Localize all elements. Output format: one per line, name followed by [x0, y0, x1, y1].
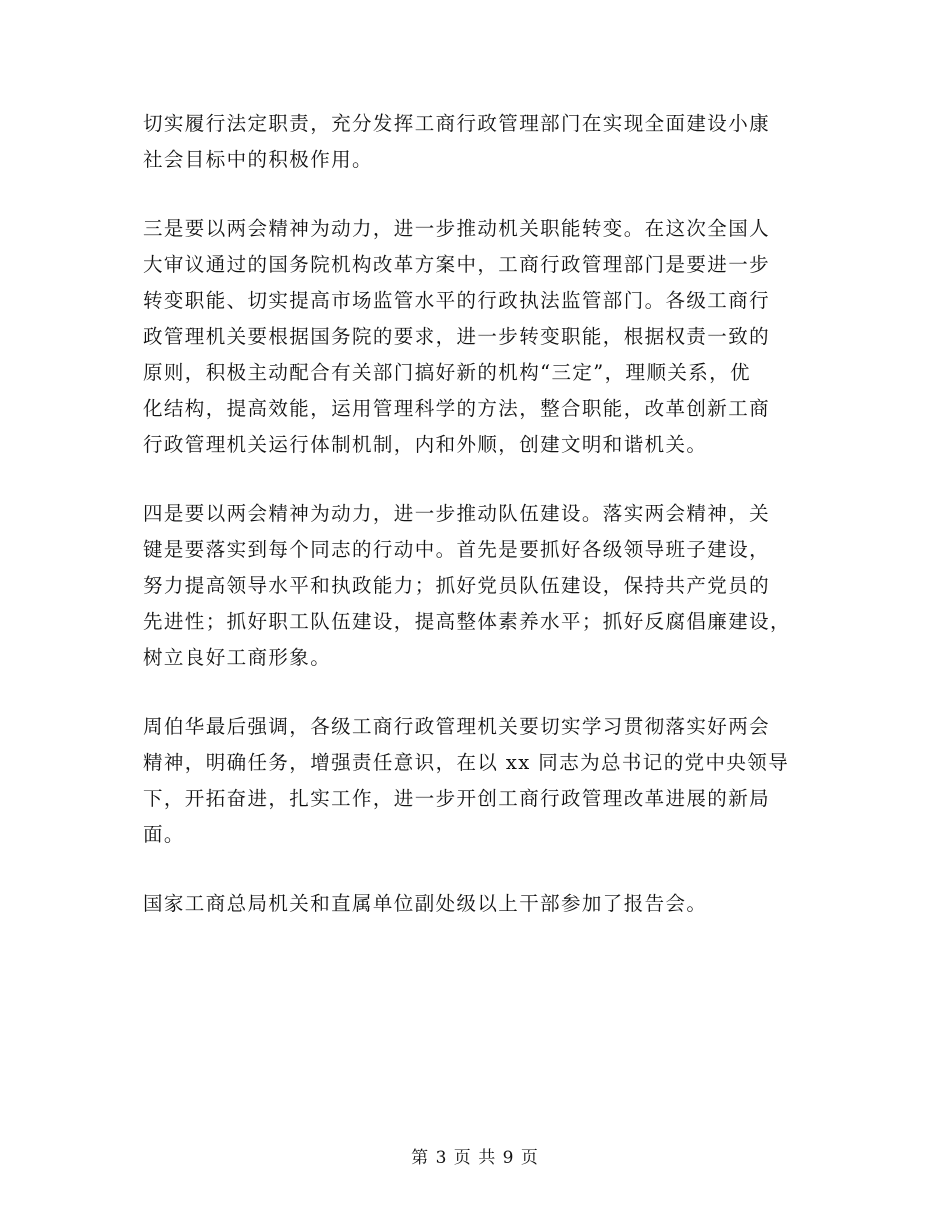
text-line: 政管理机关要根据国务院的要求，进一步转变职能，根据权责一致的 — [143, 325, 771, 348]
text-line: 努力提高领导水平和执政能力；抓好党员队伍建设，保持共产党员的 — [143, 574, 771, 597]
text-line: 原则，积极主动配合有关部门搞好新的机构“三定”，理顺关系，优 — [143, 361, 751, 384]
paragraph-4 — [143, 709, 811, 853]
text-line: 四是要以两会精神为动力，进一步推动队伍建设。落实两会精神，关 — [143, 502, 771, 525]
text-line: 面。 — [143, 823, 185, 846]
text-line: 先进性；抓好职工队伍建设，提高整体素养水平；抓好反腐倡廉建设， — [143, 610, 791, 633]
paragraph-3 — [143, 496, 811, 676]
text-line: 化结构，提高效能，运用管理科学的方法，整合职能，改革创新工商 — [143, 397, 771, 420]
text-line: 三是要以两会精神为动力，进一步推动机关职能转变。在这次全国人 — [143, 217, 771, 240]
text-line: 树立良好工商形象。 — [143, 646, 332, 669]
paragraph-2 — [143, 211, 811, 463]
text-line: 周伯华最后强调，各级工商行政管理机关要切实学习贯彻落实好两会 — [143, 715, 771, 738]
document-body — [143, 106, 811, 955]
text-line: 社会目标中的积极作用。 — [143, 148, 373, 171]
text-line: 行政管理机关运行体制机制，内和外顺，创建文明和谐机关。 — [143, 433, 708, 456]
text-line: 精神，明确任务，增强责任意识，在以 xx 同志为总书记的党中央领导 — [143, 751, 790, 774]
text-line: 大审议通过的国务院机构改革方案中，工商行政管理部门是要进一步 — [143, 253, 771, 276]
text-line: 键是要落实到每个同志的行动中。首先是要抓好各级领导班子建设， — [143, 538, 771, 561]
paragraph-1 — [143, 106, 811, 178]
text-line: 下，开拓奋进，扎实工作，进一步开创工商行政管理改革进展的新局 — [143, 787, 771, 810]
page-number: 第 3 页 共 9 页 — [411, 1148, 539, 1168]
text-line: 切实履行法定职责，充分发挥工商行政管理部门在实现全面建设小康 — [143, 112, 771, 135]
paragraph-5 — [143, 886, 811, 922]
text-line: 转变职能、切实提高市场监管水平的行政执法监管部门。各级工商行 — [143, 289, 771, 312]
text-line: 国家工商总局机关和直属单位副处级以上干部参加了报告会。 — [143, 892, 708, 915]
